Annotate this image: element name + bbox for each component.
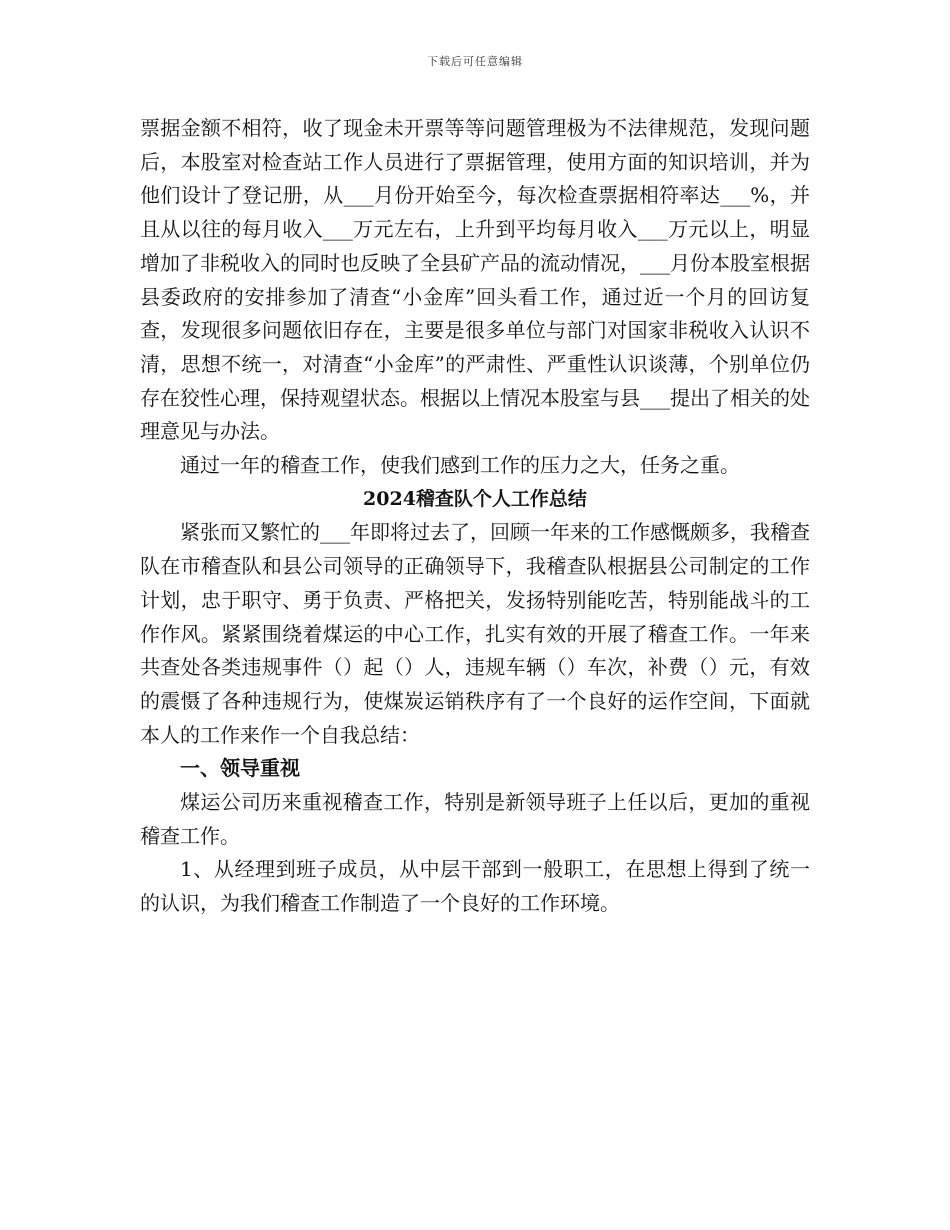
document-body	[140, 112, 810, 921]
paragraph-item-1: 1、从经理到班子成员，从中层干部到一般职工，在思想上得到了统一的认识，为我们稽查工作制造了一个良好的工作环境。	[140, 857, 810, 916]
paragraph-section-intro: 煤运公司历来重视稽查工作，特别是新领导班子上任以后，更加的重视稽查工作。	[140, 790, 810, 848]
paragraph-continued: 票据金额不相符，收了现金未开票等等问题管理极为不法律规范，发现问题后，本股室对检查站工作人员进行了票据管理，使用方面的知识培训，并为他们设计了登记册，从___月份开始至今，每次检查票据相符率达___%，并且从以往的每月收入___万元左右，上升到平均每月收入___万元以上，明显增加了非税收入的同时也反映了全县矿产品的流动情况，___月份本股室根据县委政府的安排参加了清查“小金库”回头看工作，通过近一个月的回访复查，发现很多问题依旧存在，主要是很多单位与部门对国家非税收入认识不清，思想不统一，对清查“小金库”的严肃性、严重性认识谈薄，个别单位仍存在狡性心理，保持观望状态。根据以上情况本股室与县___提出了相关的处理意见与办法。	[140, 116, 810, 444]
paragraph-intro: 紧张而又繁忙的___年即将过去了，回顾一年来的工作感慨颇多，我稽查队在市稽查队和县公司领导的正确领导下，我稽查队根据县公司制定的工作计划，忠于职守、勇于负责、严格把关，发扬特别能吃苦，特别能战斗的工作作风。紧紧围绕着煤运的中心工作，扎实有效的开展了稽查工作。一年来共查处各类违规事件（）起（）人，违规车辆（）车次，补费（）元，有效的震慑了各种违规行为，使煤炭运销秩序有了一个良好的运作空间，下面就本人的工作来作一个自我总结：	[140, 520, 810, 747]
section-heading: 一、领导重视	[180, 756, 300, 781]
document-title: 2024稽查队个人工作总结	[363, 487, 587, 510]
page-header: 下载后可任意编辑	[427, 55, 523, 68]
paragraph-summary: 通过一年的稽查工作，使我们感到工作的压力之大，任务之重。	[180, 453, 740, 478]
